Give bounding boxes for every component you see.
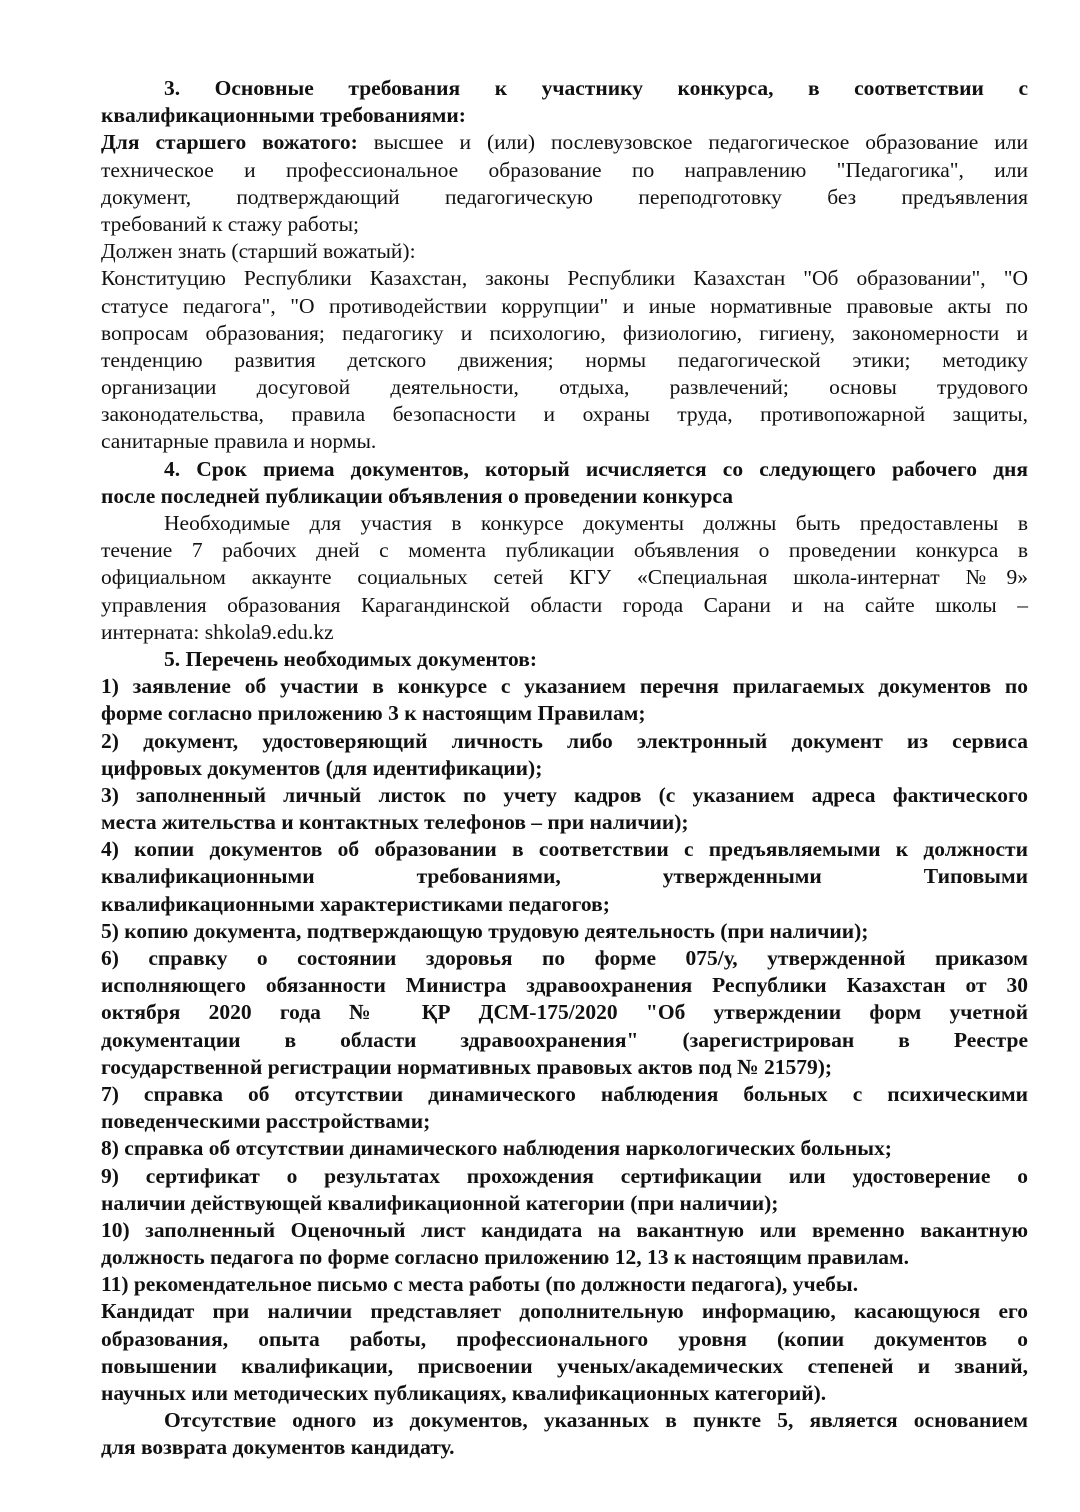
document-page: [101, 75, 1028, 1462]
list-item-text-cont: цифровых документов (для идентификации);: [101, 755, 543, 780]
vozhaty-label: Для старшего вожатого:: [101, 130, 358, 155]
document-list: [101, 673, 1028, 1298]
section-4-heading: 4. Срок приема документов, который исчисляется со следующего рабочего дня: [164, 456, 1028, 481]
must-know-line: вопросам образования; педагогику и психологию, физиологию, гигиену, закономерности и: [101, 320, 1028, 345]
list-item-text: 1) заявление об участии в конкурсе с указанием перечня прилагаемых документов по: [101, 674, 1028, 699]
vozhaty-text: высшее и (или) послевузовское педагогическое образование или: [357, 130, 1029, 155]
section-4-body-line: официальном аккаунте социальных сетей КГУ «Специальная школа-интернат №9»: [101, 565, 1028, 590]
list-item-text-cont: исполняющего обязанности Министра здравоохранения Республики Казахстан от 30: [101, 973, 1028, 998]
closing-note-line: для возврата документов кандидату.: [101, 1435, 455, 1460]
list-item-text: 9) сертификат о результатах прохождения сертификации или удостоверение о: [101, 1163, 1028, 1188]
vozhaty-requirements: [101, 129, 1028, 156]
vozhaty-line: документ, подтверждающий педагогическую переподготовку без предъявления: [101, 184, 1028, 209]
section-4-body-line: управления образования Карагандинской области города Сарани и на сайте школы –: [101, 592, 1028, 617]
closing-note: [101, 1407, 1028, 1461]
section-3-heading: 3. Основные требования к участнику конкурса, в соответствии с: [164, 76, 1028, 100]
section-4-body-line: Необходимые для участия в конкурсе документы должны быть предоставлены в: [164, 511, 1028, 535]
additional-info: [101, 1298, 1028, 1407]
list-item-text-cont: документации в области здравоохранения" (зарегистрирован в Реестре: [101, 1027, 1028, 1052]
list-item-text: 2) документ, удостоверяющий личность либо электронный документ из сервиса: [101, 728, 1028, 753]
list-item: [101, 1081, 1028, 1135]
additional-info-line: Кандидат при наличии представляет дополнительную информацию, касающуюся его: [101, 1299, 1028, 1324]
section-3: [101, 75, 1028, 456]
vozhaty-line: техническое и профессиональное образование по направлению "Педагогика", или: [101, 157, 1028, 182]
list-item: [101, 1135, 1028, 1162]
list-item-text: 10) заполненный Оценочный лист кандидата на вакантную или временно вакантную: [101, 1217, 1028, 1242]
list-item: [101, 673, 1028, 727]
list-item-text-cont: квалификационными характеристиками педагогов;: [101, 891, 610, 916]
list-item-text: 8) справка об отсутствии динамического наблюдения наркологических больных;: [101, 1136, 892, 1161]
list-item: [101, 1271, 1028, 1298]
additional-info-line: образования, опыта работы, профессионального уровня (копии документов о: [101, 1326, 1028, 1351]
list-item-text: 3) заполненный личный листок по учету кадров (с указанием адреса фактического: [101, 782, 1028, 807]
must-know-line: законодательства, правила безопасности и охраны труда, противопожарной защиты,: [101, 402, 1028, 427]
list-item-text: 6) справку о состоянии здоровья по форме 075/у, утвержденной приказом: [101, 946, 1028, 970]
list-item-text-cont: поведенческими расстройствами;: [101, 1109, 431, 1134]
section-4-body-line: течение 7 рабочих дней с момента публикации объявления о проведении конкурса в: [101, 538, 1028, 563]
section-3-heading-cont: квалификационными требованиями:: [101, 103, 466, 128]
list-item: [101, 728, 1028, 782]
list-item-text-cont: должность педагога по форме согласно приложению 12, 13 к настоящим правилам.: [101, 1245, 910, 1270]
list-item: [101, 918, 1028, 945]
section-4: [101, 456, 1028, 646]
must-know-line: организации досуговой деятельности, отдыха, развлечений; основы трудового: [101, 375, 1028, 400]
must-know-line: тенденцию развития детского движения; нормы педагогической этики; методику: [101, 347, 1028, 372]
section-4-heading-cont: после последней публикации объявления о проведении конкурса: [101, 483, 734, 508]
list-item-text: 5) копию документа, подтверждающую трудовую деятельность (при наличии);: [101, 918, 869, 943]
must-know-line: статусе педагога", "О противодействии коррупции" и иные нормативные правовые акты по: [101, 293, 1028, 318]
list-item-text-cont: государственной регистрации нормативных правовых актов под № 21579);: [101, 1054, 833, 1079]
list-item: [101, 782, 1028, 836]
list-item: [101, 1163, 1028, 1217]
list-item-text-cont: октября 2020 года № ҚР ДСМ-175/2020 "Об утверждении форм учетной: [101, 1000, 1028, 1025]
list-item-text-cont: форме согласно приложению 3 к настоящим Правилам;: [101, 701, 646, 726]
section-5: [101, 646, 1028, 1462]
list-item-text-cont: наличии действующей квалификационной категории (при наличии);: [101, 1190, 779, 1215]
list-item: [101, 945, 1028, 1081]
list-item: [101, 836, 1028, 918]
must-know-title: Должен знать (старший вожатый):: [101, 239, 416, 264]
vozhaty-line: требований к стажу работы;: [101, 211, 359, 236]
closing-note-line: Отсутствие одного из документов, указанных в пункте 5, является основанием: [164, 1408, 1028, 1433]
list-item: [101, 1217, 1028, 1271]
list-item-text: 11) рекомендательное письмо с места работы (по должности педагога), учебы.: [101, 1272, 859, 1297]
section-5-heading: 5. Перечень необходимых документов:: [164, 646, 538, 671]
section-4-body-line: интерната: shkola9.edu.kz: [101, 619, 334, 644]
must-know-line: Конституцию Республики Казахстан, законы Республики Казахстан "Об образовании", "О: [101, 266, 1028, 291]
additional-info-line: повышении квалификации, присвоении ученых/академических степеней и званий,: [101, 1353, 1028, 1378]
list-item-text-cont: места жительства и контактных телефонов – при наличии);: [101, 810, 689, 835]
additional-info-line: научных или методических публикациях, квалификационных категорий).: [101, 1381, 827, 1405]
must-know-line: санитарные правила и нормы.: [101, 429, 377, 454]
list-item-text: 4) копии документов об образовании в соответствии с предъявляемыми к должности: [101, 837, 1028, 862]
list-item-text-cont: квалификационными требованиями, утвержденными Типовыми: [101, 864, 1028, 889]
list-item-text: 7) справка об отсутствии динамического наблюдения больных с психическими: [101, 1081, 1028, 1106]
